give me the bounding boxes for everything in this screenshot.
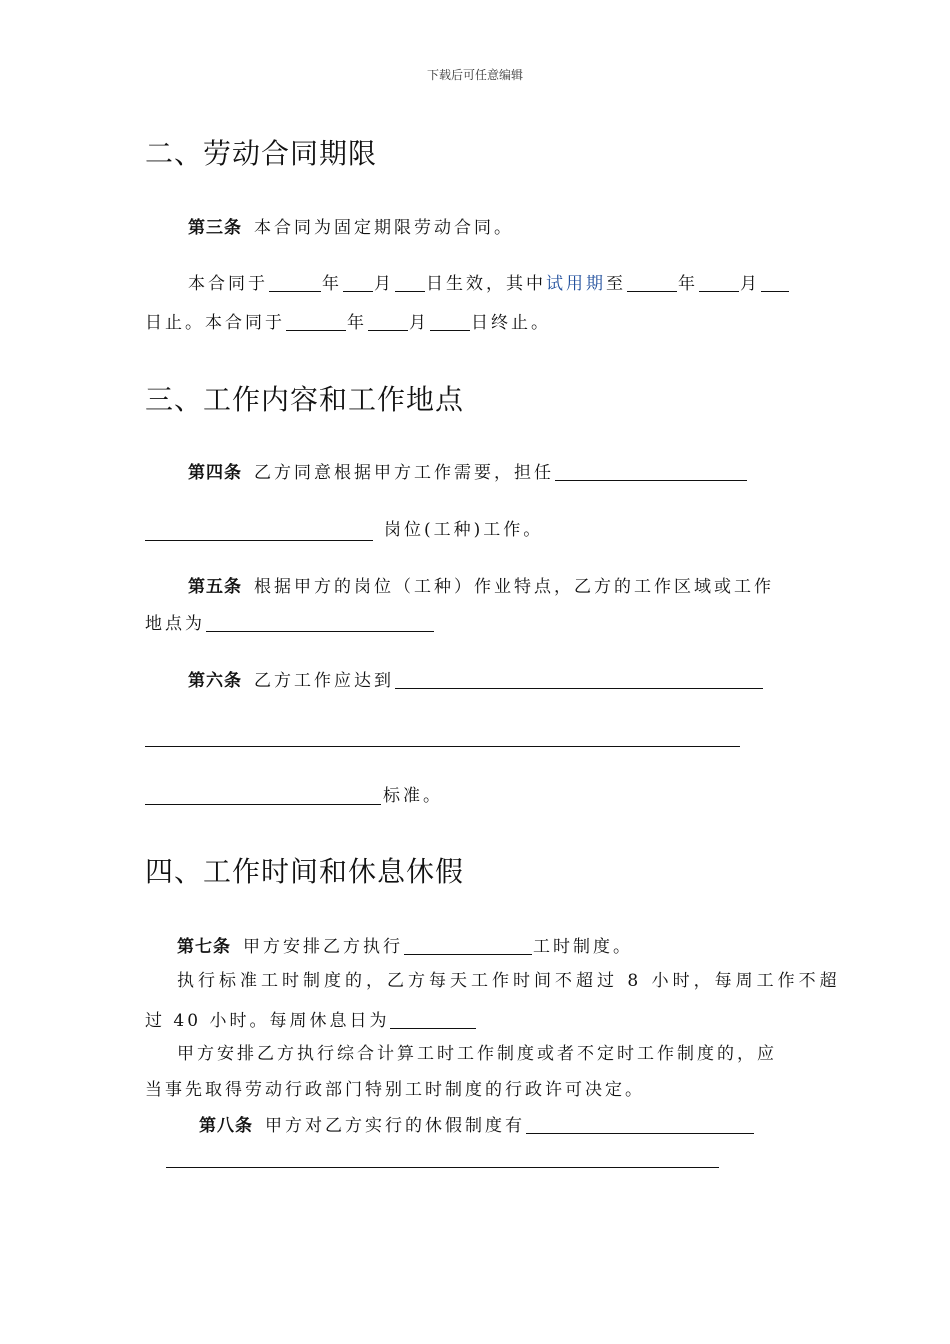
article-8-text: 甲方对乙方实行的休假制度有 [265,1116,525,1136]
article-3-text: 本合同为固定期限劳动合同。 [254,218,514,238]
article-5-line-2 [145,613,435,635]
text-fragment: 本合同于 [188,274,268,294]
blank-field [368,313,408,331]
text-fragment: 日生效，其中 [426,274,546,294]
article-8-label: 第八条 [199,1116,253,1136]
article-4-text: 乙方同意根据甲方工作需要，担任 [254,463,554,483]
blank-field [699,274,739,292]
article-7-para-4: 甲方安排乙方执行综合计算工时工作制度或者不定时工作制度的，应 [177,1044,777,1064]
article-7-para-5: 当事先取得劳动行政部门特别工时制度的行政许可决定。 [145,1080,645,1100]
hours-system-blank [404,937,532,955]
blank-field [627,274,677,292]
blank-field [395,274,425,292]
article-7 [177,936,633,958]
section-title-term: 二、劳动合同期限 [145,137,378,170]
article-5-label: 第五条 [188,577,242,597]
article-4-label: 第四条 [188,463,242,483]
article-4 [188,462,748,484]
article-7-label: 第七条 [177,937,231,957]
standard-blank-line-3 [145,804,381,805]
text-fragment: 年 [322,274,342,294]
blank-field [761,274,789,292]
text-fragment: 月 [409,313,429,333]
blank-field [269,274,321,292]
article-7-text: 甲方安排乙方执行 [243,937,403,957]
article-5-text: 根据甲方的岗位（工种）作业特点，乙方的工作区域或工作 [254,577,774,597]
article-8 [199,1115,755,1137]
standard-blank-line-2 [145,746,740,747]
article-6-text: 乙方工作应达到 [254,671,394,691]
position-blank [555,463,747,481]
location-blank [206,614,434,632]
header-note: 下载后可任意编辑 [426,68,523,82]
article-4-line-2: 岗位(工种)工作。 [384,520,544,540]
leave-system-blank-line-2 [166,1167,719,1168]
text-fragment: 月 [374,274,394,294]
article-6-label: 第六条 [188,671,242,691]
blank-field [286,313,346,331]
article-5-text-2: 地点为 [145,614,205,634]
article-7-para-2: 执行标准工时制度的，乙方每天工作时间不超过 8 小时，每周工作不超 [177,971,841,991]
section-title-work-content: 三、工作内容和工作地点 [145,383,465,416]
article-6 [188,670,764,692]
article-6-line-3: 标准。 [383,786,443,806]
article-7-text-end: 工时制度。 [533,937,633,957]
text-fragment: 年 [678,274,698,294]
rest-day-blank [390,1011,476,1029]
article-7-para-3 [145,1010,477,1032]
section-title-working-hours: 四、工作时间和休息休假 [145,855,465,888]
standard-blank [395,671,763,689]
article-3 [188,217,514,239]
article-3-end-line [145,312,551,334]
text-fragment: 年 [347,313,367,333]
article-3-label: 第三条 [188,218,242,238]
text-fragment: 至 [606,274,626,294]
blank-field [430,313,470,331]
position-blank-continued [145,540,373,541]
article-5 [188,576,774,598]
article-3-start-line [188,273,790,295]
text-fragment: 月 [740,274,760,294]
text-fragment: 日终止。 [471,313,551,333]
article-7-para-3-text: 过 40 小时。每周休息日为 [145,1011,390,1031]
text-fragment: 日止。本合同于 [145,313,285,333]
probation-link[interactable]: 试用期 [546,274,606,294]
leave-system-blank [526,1116,754,1134]
blank-field [343,274,373,292]
